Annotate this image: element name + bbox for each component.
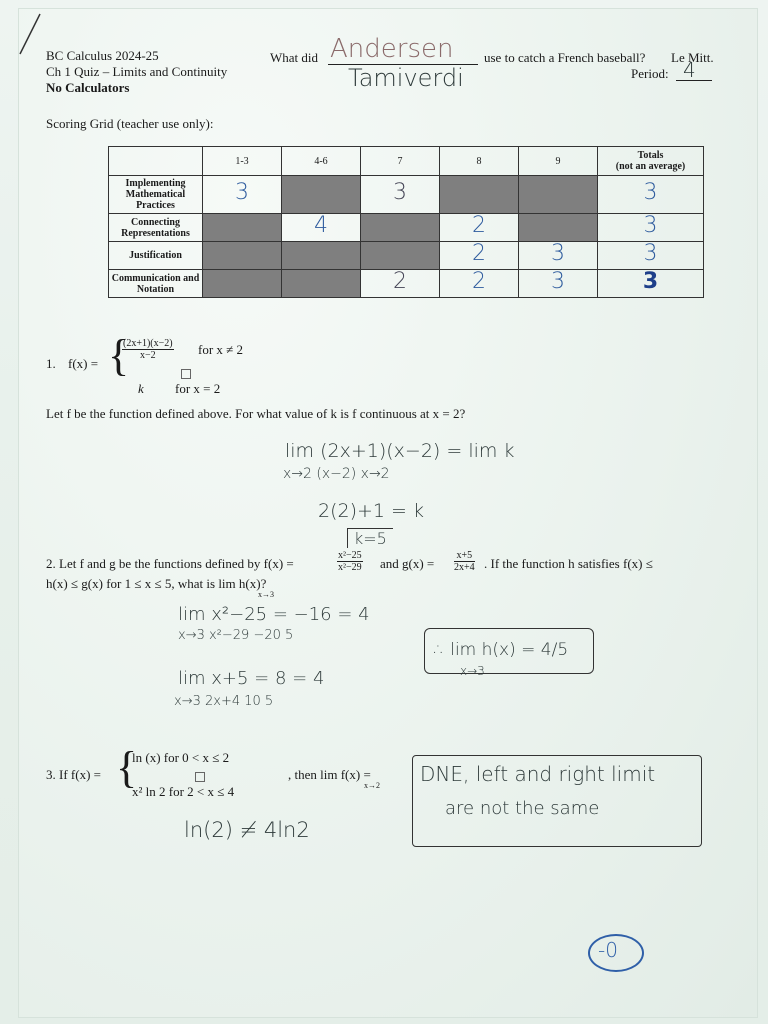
score-cell: [519, 242, 598, 270]
q2-work-line: lim x+5 = 8 = 4: [178, 668, 325, 689]
grid-row-implementing: [109, 176, 704, 214]
q2-f-den: x²−29: [338, 562, 362, 573]
q2-answer: ∴ lim h(x) = 4/5: [434, 640, 569, 660]
grid-row-connecting: [109, 214, 704, 242]
q3-fx: 3. If f(x) =: [46, 767, 101, 782]
shaded-cell: [519, 176, 598, 214]
q1-bottom-condition: for x = 2: [175, 381, 221, 396]
q3-then-limit: , then lim f(x) =: [288, 767, 371, 782]
totals-label: Totals: [637, 150, 664, 161]
q2-work-line: x→3 2x+4 10 5: [174, 694, 274, 709]
quiz-title: Ch 1 Quiz – Limits and Continuity: [46, 64, 228, 79]
q1-brace: {: [108, 331, 130, 380]
score-cell: [440, 270, 519, 298]
score-cell: [440, 214, 519, 242]
no-calculators-note: No Calculators: [46, 80, 130, 95]
grid-row-communication: [109, 270, 704, 298]
score-cell: [282, 214, 361, 242]
q3-work: ln(2) ≠ 4ln2: [184, 818, 310, 842]
score-value: 3: [551, 241, 565, 266]
score-value: 2: [393, 269, 407, 294]
riddle-answer: Le Mitt.: [671, 50, 714, 65]
q1-work-line: lim (2x+1)(x−2) = lim k: [285, 440, 515, 462]
shaded-cell: [203, 214, 282, 242]
score-value: 3: [235, 180, 249, 205]
total-cell: [598, 270, 704, 298]
q1-bottom-value: k: [138, 381, 144, 396]
riddle-prefix: What did: [270, 50, 319, 65]
q2-line1-c: . If the function h satisfies f(x) ≤: [484, 556, 653, 571]
q2-work-line: lim x²−25 = −16 = 4: [178, 604, 370, 625]
q1-denominator: x−2: [139, 350, 156, 361]
q2-line2: h(x) ≤ g(x) for 1 ≤ x ≤ 5, what is lim h(x)?: [46, 576, 267, 591]
shaded-cell: [361, 242, 440, 270]
q3-then-subscript: x→2: [364, 781, 380, 790]
q2-answer-subscript: x→3: [460, 664, 485, 678]
col-header: 8: [440, 147, 519, 176]
q1-number: 1.: [46, 356, 56, 371]
total-value: 3: [643, 213, 658, 238]
row-label: Communication and Notation: [109, 270, 203, 298]
q1-answer-boxed: k=5: [347, 528, 393, 548]
q2-line1-b: and g(x) =: [380, 556, 435, 571]
score-cell: [361, 176, 440, 214]
score-value: 2: [472, 269, 486, 294]
q2-f-fraction: [337, 550, 363, 573]
total-cell: [598, 176, 704, 214]
row-label: Connecting Representations: [109, 214, 203, 242]
q1-numerator: (2x+1)(x−2): [123, 338, 173, 349]
total-cell: [598, 214, 704, 242]
total-value: 3: [643, 241, 658, 266]
q3-top-piece: ln (x) for 0 < x ≤ 2: [132, 750, 230, 765]
course-title: BC Calculus 2024-25: [46, 48, 159, 63]
totals-sublabel: (not an average): [615, 161, 686, 172]
grid-corner: [109, 147, 203, 176]
q1-work-line: 2(2)+1 = k: [318, 500, 425, 522]
score-value: 3: [393, 180, 407, 205]
q2-line1-a: 2. Let f and g be the functions defined by f(x) =: [46, 556, 294, 571]
student-name-last: Tamiverdi: [348, 64, 464, 92]
score-value: 4: [314, 213, 328, 238]
shaded-cell: [361, 214, 440, 242]
q1-prompt: Let f be the function defined above. For what value of k is f continuous at x = 2?: [46, 406, 466, 421]
score-cell: [361, 270, 440, 298]
shaded-cell: [203, 242, 282, 270]
q1-fx: f(x) =: [68, 356, 99, 371]
scoring-grid: [108, 146, 704, 298]
shaded-cell: [203, 270, 282, 298]
q2-g-den: 2x+4: [454, 562, 475, 573]
q2-f-num: x²−25: [338, 550, 362, 561]
q3-answer-line: DNE, left and right limit: [420, 762, 656, 786]
col-header: 7: [361, 147, 440, 176]
q2-g-num: x+5: [454, 550, 475, 562]
col-header: 1-3: [203, 147, 282, 176]
row-label: Justification: [109, 242, 203, 270]
q3-brace: {: [116, 743, 138, 792]
student-name-first: Andersen: [330, 34, 454, 64]
total-cell: [598, 242, 704, 270]
q1-top-fraction: [122, 338, 174, 361]
riddle-suffix: use to catch a French baseball?: [484, 50, 646, 65]
grid-row-justification: [109, 242, 704, 270]
q2-line2-subscript: x→3: [258, 590, 274, 599]
period-value: 4: [683, 58, 696, 82]
score-value: 2: [472, 213, 486, 238]
q2-work-line: x→3 x²−29 −20 5: [178, 628, 294, 643]
row-label: Implementing Mathematical Practices: [109, 176, 203, 214]
shaded-cell: [519, 214, 598, 242]
score-value: 2: [472, 241, 486, 266]
q1-top-condition: for x ≠ 2: [198, 342, 244, 357]
q2-g-fraction: [454, 550, 475, 573]
q1-work-line: x→2 (x−2) x→2: [283, 466, 390, 482]
scoring-grid-title: Scoring Grid (teacher use only):: [46, 116, 214, 131]
shaded-cell: [282, 176, 361, 214]
shaded-cell: [282, 242, 361, 270]
score-cell: [519, 270, 598, 298]
shaded-cell: [440, 176, 519, 214]
q3-answer-line: are not the same: [445, 798, 600, 819]
shaded-cell: [282, 270, 361, 298]
score-cell: [203, 176, 282, 214]
grid-header-row: [109, 147, 704, 176]
grade-mark: -0: [598, 938, 618, 962]
q3-bottom-piece: x² ln 2 for 2 < x ≤ 4: [132, 784, 235, 799]
col-header: 4-6: [282, 147, 361, 176]
score-value: 3: [551, 269, 565, 294]
score-cell: [440, 242, 519, 270]
col-header: 9: [519, 147, 598, 176]
totals-header: [598, 147, 704, 176]
period-label: Period:: [631, 66, 669, 81]
total-value: 3: [642, 269, 659, 294]
pen-stroke-mark: [14, 10, 44, 60]
total-value: 3: [643, 180, 658, 205]
